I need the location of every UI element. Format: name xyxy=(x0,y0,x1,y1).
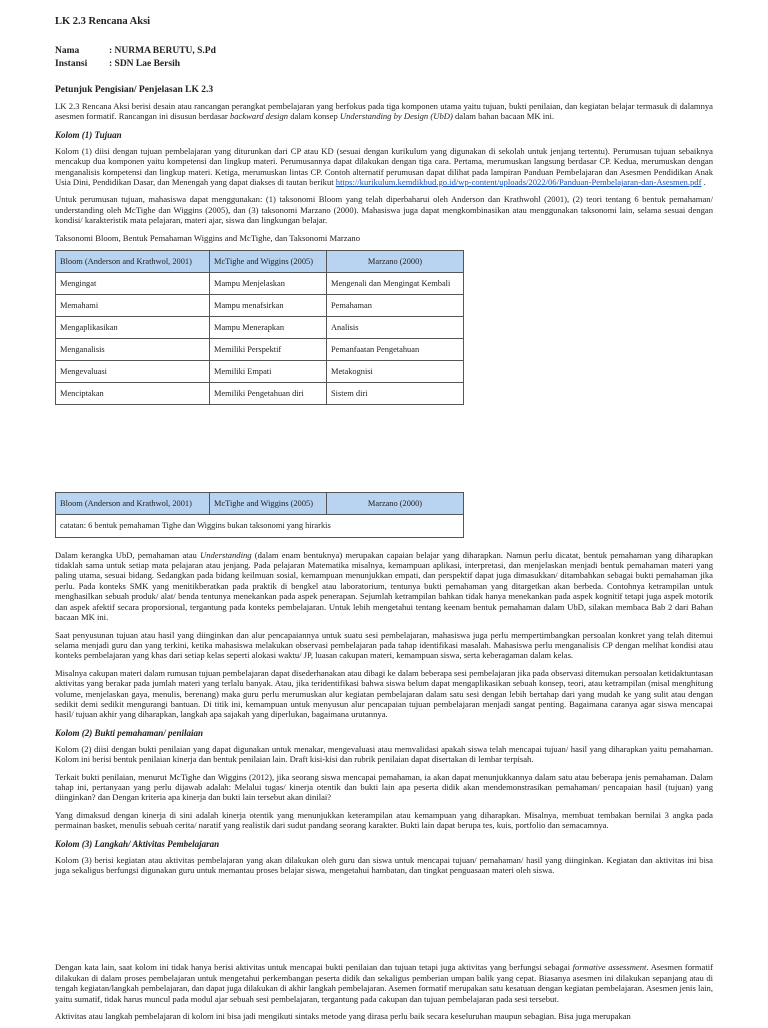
instructions-heading: Petunjuk Pengisian/ Penjelasan LK 2.3 xyxy=(55,85,214,95)
understanding-paragraph-3: Misalnya cakupan materi dalam rumusan tujuan pembelajaran dapat disederhanakan atau dibagi ke dalam beberapa sesi pembelajaran jika pada observasi ditemukan persoalan ketidaktuntasan aktivitas yang berakar pada jumlah materi yang terlalu banyak. Atau, jika teridentifikasi bahwa siswa belum dapat mengaplikasikan sebuah konsep, teori, atau ketrampilan (misal menghitung volume, menjelaskan gaya, menulis, berenang) maka guru perlu merumuskan alur kegiatan pembelajaran dalam satu sesi dengan lebih bertahap dari yang mudah ke yang sulit atau dengan sedikit demi sedikit mengurangi bantuan. Di titik ini, kemampuan untuk menyusun alur pencapaian tujuan pembelajaran menjadi sangat penting. Bagaimana caranya agar siswa mencapai hasil/ tujuan akhir yang diharapkan, langkah apa sajakah yang diperlukan, bagaimana urutannya. xyxy=(55,667,713,720)
understanding-paragraph-1 xyxy=(55,550,713,623)
table-cell: Pemahaman xyxy=(327,294,464,316)
instansi-label: Instansi xyxy=(55,59,88,69)
understanding-text-a: Dalam kerangka UbD, pemahaman atau xyxy=(55,549,200,560)
kolom1-paragraph-2: Untuk perumusan tujuan, mahasiswa dapat menggunakan: (1) taksonomi Bloom yang telah diperbaharui oleh Anderson dan Krathwohl (2001), (2) teori tentang 6 bentuk pemahaman/ understanding oleh McTighe dan Wiggins (2005), dan (3) taksonomi Marzano (2000). Mahasiswa juga dapat mengkombinasikan atau menggunakan taksonomi lain, selama sesuai dengan kondisi/ karakteristik mata pelajaran, materi ajar, siswa dan lingkungan belajar. xyxy=(55,194,713,226)
note-header-row xyxy=(56,492,464,514)
table-row xyxy=(56,338,464,360)
table-cell: Mampu Menerapkan xyxy=(210,316,327,338)
table-cell: Mampu Menjelaskan xyxy=(210,272,327,294)
table-cell: Analisis xyxy=(327,316,464,338)
table-cell: Mampu menafsirkan xyxy=(210,294,327,316)
intro-text-c: dalam bahan bacaan MK ini. xyxy=(452,111,554,122)
intro-em-ubd: Understanding by Design (UbD) xyxy=(339,111,453,122)
kolom3-paragraph-3: Aktivitas atau langkah pembelajaran di kolom ini bisa jadi mengikuti sintaks metode yang dirasa perlu baik secara keseluruhan maupun sebagian. Bisa juga merupakan xyxy=(55,1011,631,1022)
instansi-row xyxy=(55,58,713,71)
kolom2-paragraph-3: Yang dimaksud dengan kinerja di sini adalah kinerja otentik yang menunjukkan keterampilan atau kemampuan yang diharapkan. Misalnya, membuat tembakan bernilai 3 angka pada permainan basket, menulis sebuah cerita/ naratif yang realistik dari sudut pandang seorang karakter. Bukti lain dapat berupa tes, kuis, portfolio dan semacamnya. xyxy=(55,809,713,831)
understanding-paragraph-2: Saat penyusunan tujuan atau hasil yang diinginkan dan alur pencapaiannya untuk suatu sesi pembelajaran, mahasiswa juga perlu mempertimbangkan persoalan konkret yang telah ditemui selama menjadi guru dan yang terkini, ketika mahasiswa melakukan observasi pembelajaran pada tahap identifikasi masalah. Mahasiswa perlu menganalisis CP dengan melihat kondisi atau konteks pembelajaran yang khas dari setiap kelas seperti alokasi waktu/ JP, luasan cakupan materi, kemampuan siswa, serta keberagaman dalam kelas. xyxy=(55,629,713,661)
table-cell: Metakognisi xyxy=(327,360,464,382)
panduan-link[interactable]: https://kurikulum.kemdikbud.go.id/wp-content/uploads/2022/06/Panduan-Pembelajaran-dan-Asesmen.pdf xyxy=(335,177,702,188)
identity-block xyxy=(55,45,713,71)
header-bloom: Bloom (Anderson and Krathwol, 2001) xyxy=(56,250,210,272)
table-cell: Menganalisis xyxy=(56,338,210,360)
header-marzano: Marzano (2000) xyxy=(327,492,464,514)
intro-text-a: LK 2.3 Rencana Aksi berisi desain atau rancangan perangkat pembelajaran yang berfokus pada tiga komponen utama yaitu tujuan, bukti penilaian, dan kegiatan belajar termasuk di dalamnya asesmen formatif. Rancangan ini disusun berdasar xyxy=(55,101,713,122)
table-cell: Mengaplikasikan xyxy=(56,316,210,338)
header-marzano: Marzano (2000) xyxy=(327,250,464,272)
understanding-em: Understanding xyxy=(199,549,252,560)
kolom3-heading: Kolom (3) Langkah/ Aktivitas Pembelajaran xyxy=(55,838,220,849)
table-cell: Menciptakan xyxy=(56,382,210,404)
table-cell: Pemanfaatan Pengetahuan xyxy=(327,338,464,360)
kolom2-paragraph-2: Terkait bukti penilaian, menurut McTighe dan Wiggins (2012), jika seorang siswa mencapai pemahaman, ia akan dapat menunjukkannya dalam satu atau beberapa jenis pemahaman. Dalam tahap ini, pertanyaan yang perlu dijawab adalah: Melalui tugas/ kinerja otentik dan bukti lain apa peserta didik akan mendemonstrasikan pemahaman/ pencapaian hasil (tujuan) yang diinginkan? dan Dengan kriteria apa kinerja dan bukti lain tersebut akan dinilai? xyxy=(55,771,713,803)
instansi-value: : SDN Lae Bersih xyxy=(109,59,180,69)
header-mctighe: McTighe and Wiggins (2005) xyxy=(210,492,327,514)
header-bloom: Bloom (Anderson and Krathwol, 2001) xyxy=(56,492,210,514)
table-cell: Memiliki Perspektif xyxy=(210,338,327,360)
kolom1-paragraph-1 xyxy=(55,146,713,188)
table-row xyxy=(56,360,464,382)
kolom3-text-a: Dengan kata lain, saat kolom ini tidak hanya berisi aktivitas untuk mencapai bukti penilaian dan tujuan tetapi juga aktivitas yang berfungsi sebagai xyxy=(55,962,573,973)
name-row xyxy=(55,45,713,58)
kolom1-text: Kolom (1) diisi dengan tujuan pembelajaran yang diturunkan dari CP atau KD (sesuai dengan kurikulum yang digunakan di sekolah untuk jenjang tertentu). Perumusan tujuan sebaiknya mencakup dua komponen yaitu kompetensi dan lingkup materi. Perumusannya dapat dilakukan dengan tiga cara. Pertama, merumuskan langsung berdasar CP. Kedua, merumuskan dengan menganalisis kompetensi dan lingkup materi. Ketiga, merumuskan lintas CP. Contoh alternatif perumusan dapat dilihat pada lampiran Panduan Pembelajaran dan Asesmen Pendidikan Anak Usia Dini, Pendidikan Dasar, dan Menengah yang dapat diakses di tautan berikut xyxy=(55,145,713,188)
name-label: Nama xyxy=(55,46,80,56)
taxonomy-note-table xyxy=(55,492,464,538)
intro-text-b: dalam konsep xyxy=(288,111,340,122)
taxonomy-header-row xyxy=(56,250,464,272)
table-cell: Sistem diri xyxy=(327,382,464,404)
table-row xyxy=(56,272,464,294)
kolom1-heading: Kolom (1) Tujuan xyxy=(55,129,122,140)
taxonomy-table xyxy=(55,250,464,405)
kolom3-paragraph-2 xyxy=(55,962,713,1004)
name-value: : NURMA BERUTU, S.Pd xyxy=(109,46,216,56)
table-cell: Mengevaluasi xyxy=(56,360,210,382)
document-page xyxy=(55,15,713,1028)
table-cell: Memiliki Pengetahuan diri xyxy=(210,382,327,404)
table-caption: Taksonomi Bloom, Bentuk Pemahaman Wiggins and McTighe, dan Taksonomi Marzano xyxy=(55,232,361,243)
kolom3-em-formative: formative assessment xyxy=(572,962,647,973)
kolom1-text-end: . xyxy=(701,177,706,188)
table-row xyxy=(56,294,464,316)
table-cell: Memiliki Empati xyxy=(210,360,327,382)
intro-paragraph xyxy=(55,101,713,122)
table-cell: Mengingat xyxy=(56,272,210,294)
table-cell: Memahami xyxy=(56,294,210,316)
note-cell: catatan: 6 bentuk pemahaman Tighe dan Wiggins bukan taksonomi yang hirarkis xyxy=(56,514,464,537)
kolom3-paragraph-1: Kolom (3) berisi kegiatan atau aktivitas pembelajaran yang akan dilakukan oleh guru dan siswa untuk mencapai tujuan/ pemahaman/ hasil yang diinginkan. Kegiatan dan aktivitas ini bisa juga sekaligus berfungsi digunakan guru untuk memantau proses belajar siswa, mengetahui hambatan, dan tingkat penguasaan materi oleh siswa. xyxy=(55,854,713,875)
note-row xyxy=(56,514,464,537)
kolom3-text-b: . Asesmen formatif dilakukan di dalam proses pembelajaran untuk mengetahui perkembangan peserta didik dan sekaligus pemberian umpan balik yang cepat. Biasanya asesmen ini dilakukan sepanjang atau di tengah kegiatan/langkah pembelajaran, dan dapat juga dilakukan di akhir langkah pembelajaran. Asemen formatif merupakan satu kesatuan dengan kegiatan pembelajaran. Asesmen jenis lain, yaitu sumatif, tidak harus muncul pada modul ajar sebuah sesi pembelajaran, tergantung pada cakupan dan tujuan pembelajaran pada sesi tersebut. xyxy=(55,962,713,1004)
table-cell: Mengenali dan Mengingat Kembali xyxy=(327,272,464,294)
understanding-text-b: (dalam enam bentuknya) merupakan capaian belajar yang diharapkan. Namun perlu dicatat, bentuk pemahaman yang diharapkan tidaklah sama untuk setiap mata pelajaran atau jenjang. Pada pelajaran Matematika misalnya, kemampuan aplikasi, interpretasi, dan menjelaskan menjadi bentuk pemahaman materi yang paling utama, sesuai bidang. Sedangkan pada bidang keilmuan sosial, kemampuan menunjukkan empati, dan perspektif dapat juga dimasukkan/ ditambahkan sebagai bukti pemahaman jika perlu. Pada konteks SMK yang menitikberatkan pada praktik di bengkel atau laboratorium, tentunya bukti pemahaman yang ditargetkan akan berbeda. Contohnya ketrampilan untuk menghasilkan sebuah produk/ alat/ benda tentunya menekankan pada aspek penerapan. Sejumlah ketrampilan bahkan tidak hanya menekankan pada aspek kognitif tetapi juga aspek motorik dan aspek afektif secara proporsional, tergantung pada konteks pembelajaran. Untuk lebih mengetahui tentang keenam bentuk pemahaman dalam UbD, silakan membaca Bab 2 dari Bahan bacaan MK ini. xyxy=(55,549,713,623)
table-row xyxy=(56,316,464,338)
document-title: LK 2.3 Rencana Aksi xyxy=(55,16,151,27)
kolom2-paragraph-1: Kolom (2) diisi dengan bukti penilaian yang dapat digunakan untuk menakar, mengevaluasi atau memvalidasi apakah siswa telah mencapai tujuan/ hasil yang diharapkan yaitu pemahaman. Kolom ini berisi bentuk penilaian kinerja dan bentuk penilaian lain. Draft kisi-kisi dan rubrik penilaian dapat disertakan di lembar terpisah. xyxy=(55,743,713,765)
table-row xyxy=(56,382,464,404)
kolom2-heading: Kolom (2) Bukti pemahaman/ penilaian xyxy=(55,727,204,738)
header-mctighe: McTighe and Wiggins (2005) xyxy=(210,250,327,272)
intro-em-backward-design: backward design xyxy=(229,111,289,122)
blank-gap xyxy=(55,882,713,962)
